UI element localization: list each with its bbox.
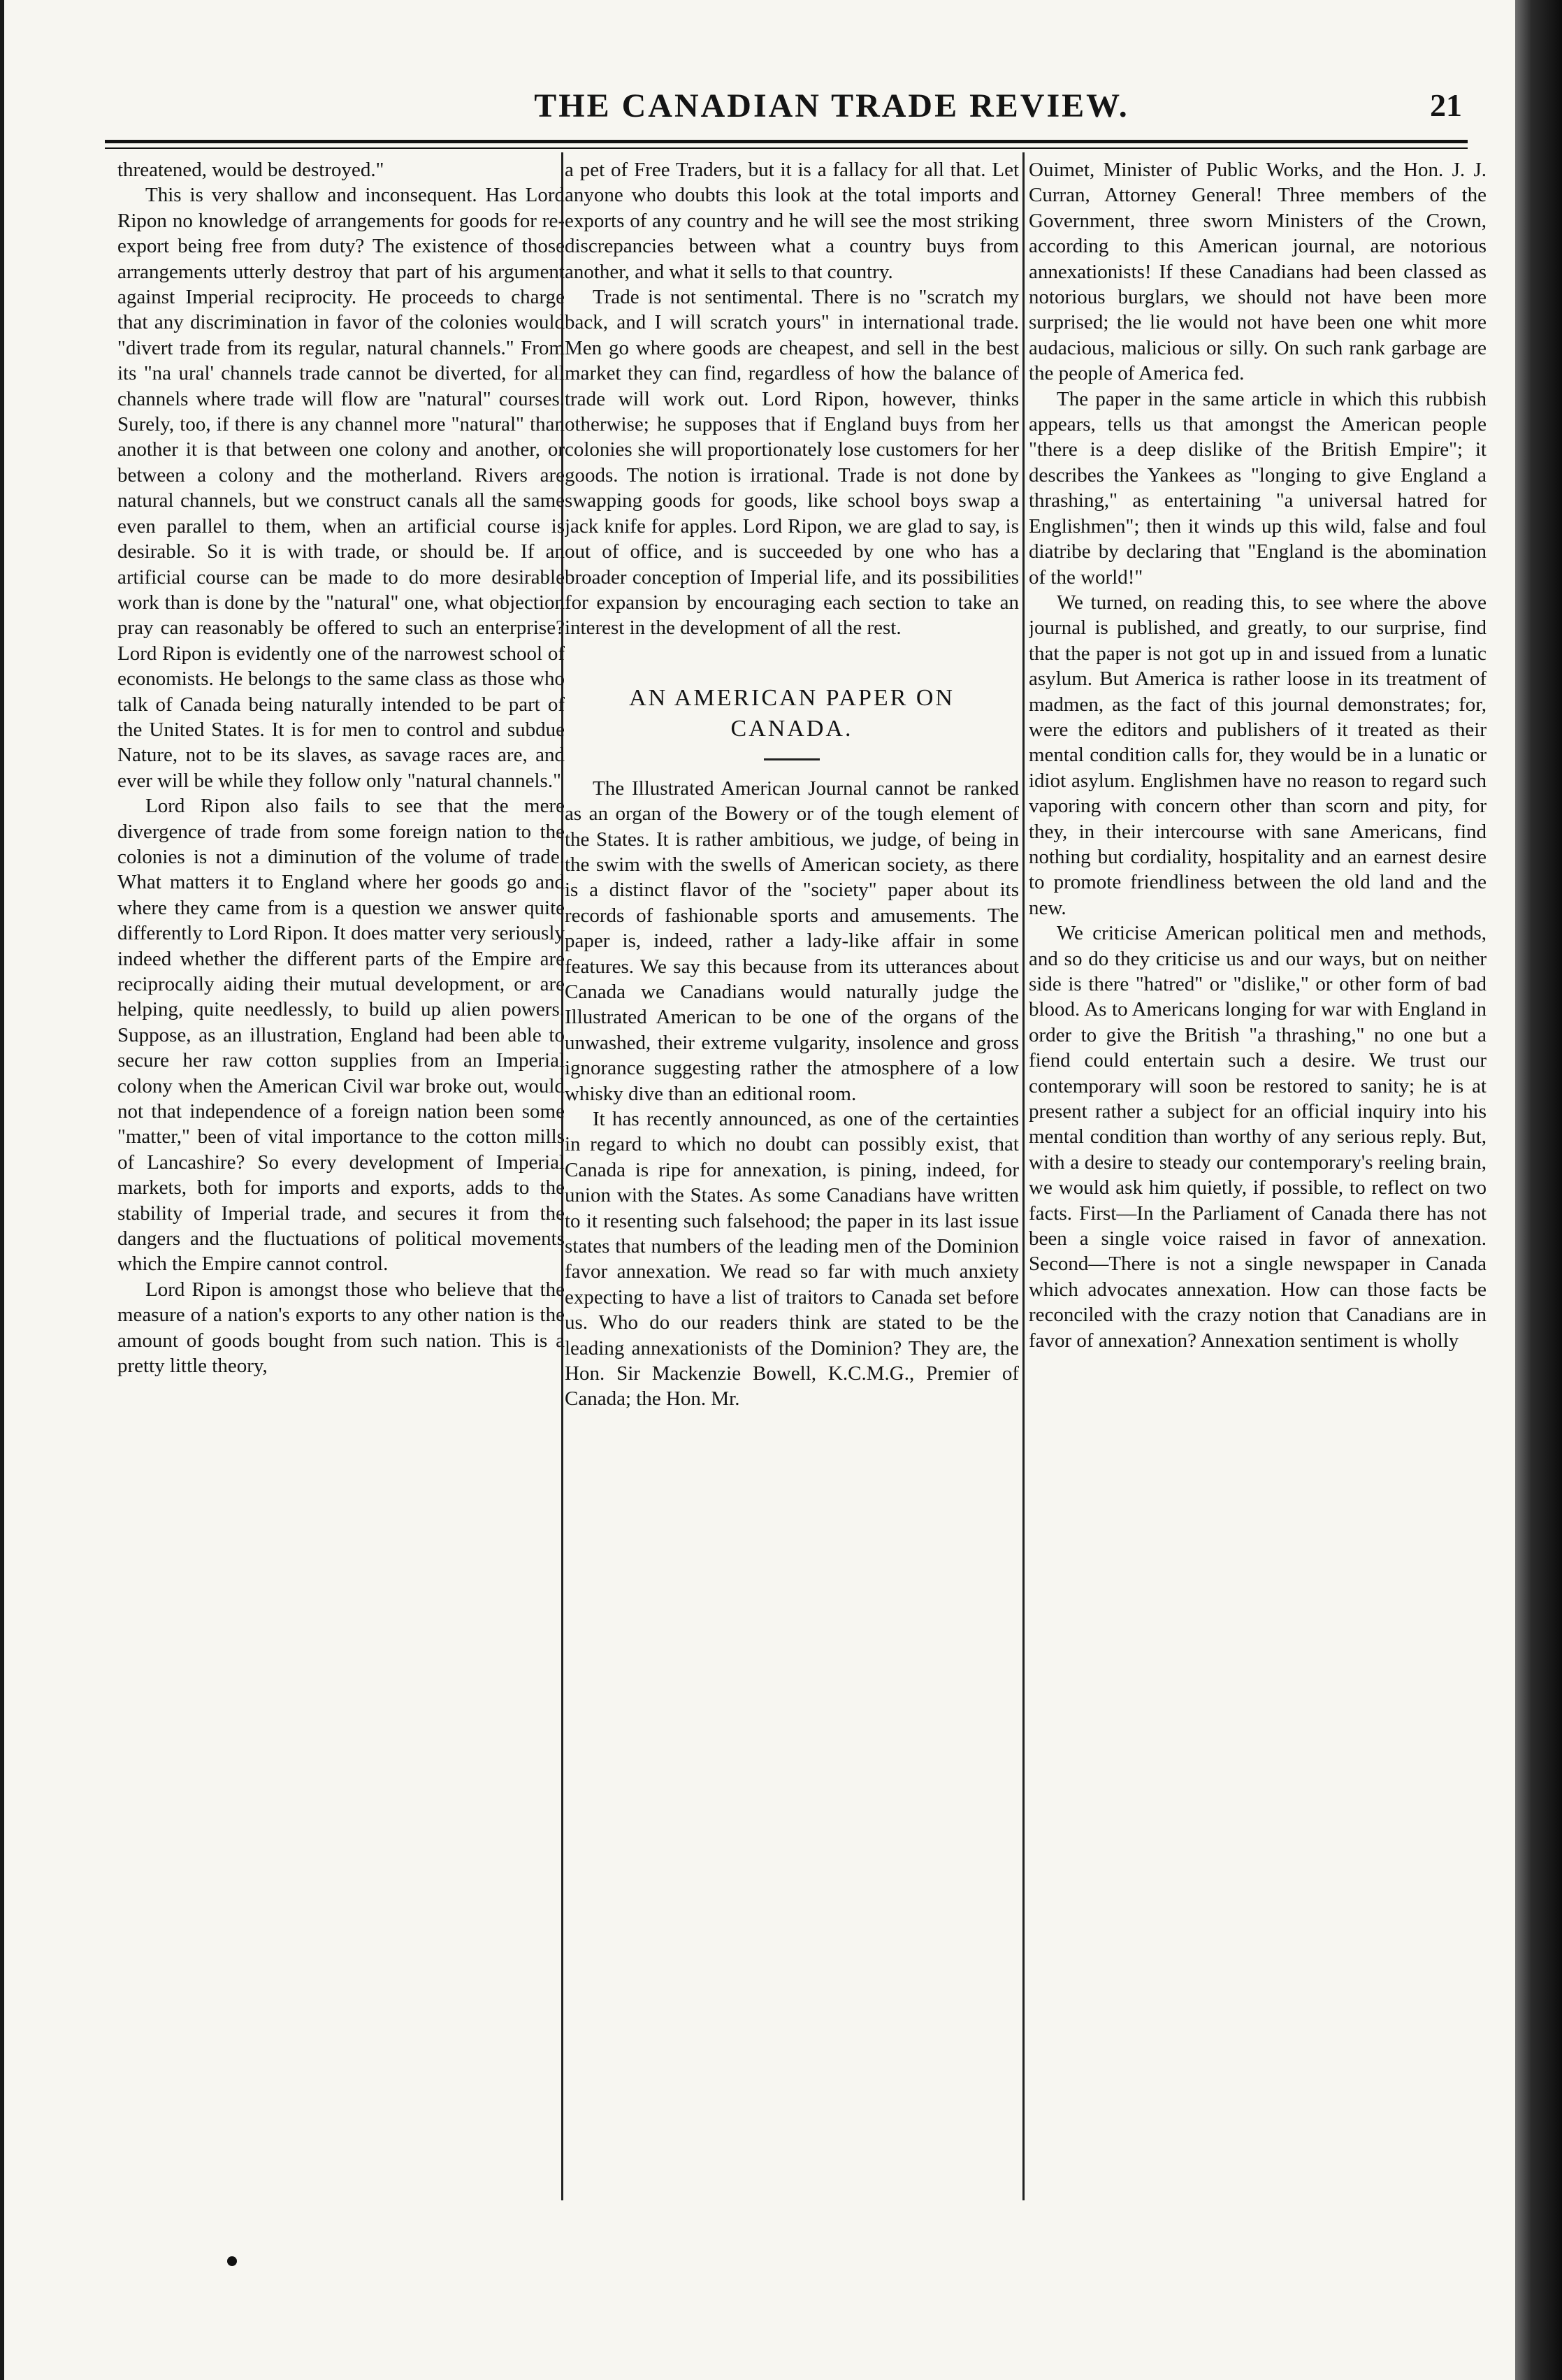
paragraph: This is very shallow and inconsequent. Has Lord Ripon no knowledge of arrangements for goods for re-export being free from duty? The existence of those arrangements utterly destroy that part of his argument against Imperial reciprocity. He proceeds to charge that any discrimination in favor of the colonies would "divert trade from its regular, natural channels." From its "na ural' channels trade cannot be diverted, for all channels where trade will flow are "natural" courses. Surely, too, if there is any channel more "natural" than another it is that between one colony and another, or between a colony and the motherland. Rivers are natural channels, but we construct canals all the same even parallel to them, when an artificial course is desirable. So it is with trade, or should be. If an artificial course can be made to do more desirable work than is done by the "natural" one, what objection pray can reasonably be offered to such an enterprise? Lord Ripon is evidently one of the narrowest school of economists. He belongs to the same class as those who talk of Canada being naturally intended to be part of the United States. It is for men to control and subdue Nature, not to be its slaves, as savage races are, and ever will be while they follow only "natural channels." <box>117 184 565 792</box>
paragraph: We criticise American political men and methods, and so do they criticise us and our ways, but on neither side is there "hatred" or "dislike," or other form of bad blood. As to Americans longing for war with England in order to give the British "a thrashing," no one but a fiend could entertain such a desire. We trust our contemporary will soon be restored to sanity; he is at present rather a subject for an official inquiry into his mental condition than worthy of any serious reply. But, with a desire to steady our contemporary's reeling brain, we would ask him quietly, if possible, to reflect on two facts. First—In the Parliament of Canada there has not been a single voice raised in favor of annexation. Second—There is not a single newspaper in Canada which advocates annexation. How can those facts be reconciled with the crazy notion that Canadians are in favor of annexation? Annexation sentiment is wholly <box>1029 922 1487 1352</box>
column-right <box>1029 157 1487 2212</box>
header-rule-thick <box>105 140 1468 143</box>
heading-rule <box>764 758 820 760</box>
paragraph: The paper in the same article in which this rubbish appears, tells us that amongst the American people "there is a deep dislike of the British Empire"; it describes the Yankees as "longing to give England a thrashing," as entertaining "a universal hatred for Englishmen"; then it winds up this wild, false and foul diatribe by declaring that "England is the abomination of the world!" <box>1029 387 1487 589</box>
paragraph: It has recently announced, as one of the certainties in regard to which no doubt can possibly exist, that Canada is ripe for annexation, is pining, indeed, for union with the States. As some Canadians have written to it resenting such falsehood; the paper in its last issue states that numbers of the leading men of the Dominion favor annexation. We read so far with much anxiety expecting to have a list of traitors to Canada set before us. Who do our readers think are stated to be the leading annexationists of the Dominion? They are, the Hon. Sir Mackenzie Bowell, K.C.M.G., Premier of Canada; the Hon. Mr. <box>565 1108 1019 1411</box>
paragraph: We turned, on reading this, to see where the above journal is published, and greatly, to our surprise, find that the paper is not got up in and issued from a lunatic asylum. But America is rather loose in its treatment of madmen, as the fact of this journal demonstrates; for, were the editors and publishers of it treated as their mental condition calls for, they would be in a lunatic or idiot asylum. Englishmen have no reason to regard such vaporing with concern other than scorn and pity, for they, in their intercourse with sane Americans, find nothing but cordiality, hospitality and an earnest desire to promote friendliness between the old land and the new. <box>1029 591 1487 919</box>
ink-dot <box>227 2256 237 2266</box>
page-edge-right <box>1515 0 1562 2380</box>
paragraph: Trade is not sentimental. There is no "scratch my back, and I will scratch yours" in international trade. Men go where goods are cheapest, and sell in the best market they can find, regardless of how the balance of trade will work out. Lord Ripon, however, thinks otherwise; he supposes that if England buys from her colonies she will proportionately lose customers for her goods. The notion is irrational. Trade is not done by swapping goods for goods, like school boys swap a jack knife for apples. Lord Ripon, we are glad to say, is out of office, and is succeeded by one who has a broader conception of Imperial life, and its possibilities for expansion by encouraging each section to take an interest in the development of all the rest. <box>565 286 1019 640</box>
page-edge-left <box>0 0 4 2380</box>
paragraph: The Illustrated American Journal cannot be ranked as an organ of the Bowery or of the tough element of the States. It is rather ambitious, we judge, of being in the swim with the swells of American society, as there is a distinct flavor of the "society" paper about its records of fashionable sports and amusements. The paper is, indeed, rather a lady-like affair in some features. We say this because from its utterances about Canada we Canadians would naturally judge the Illustrated American to be one of the organs of the unwashed, their extreme vulgarity, insolence and gross ignorance suggesting rather the atmosphere of a low whisky dive than an editional room. <box>565 777 1019 1105</box>
page-number: 21 <box>1430 87 1462 123</box>
running-header <box>105 82 1468 138</box>
paragraph: Lord Ripon also fails to see that the mere divergence of trade from some foreign nation to the colonies is not a diminution of the volume of trade. What matters it to England where her goods go and where they came from is a question we answer quite differently to Lord Ripon. It does matter very seriously indeed whether the different parts of the Empire are reciprocally aiding their mutual development, or are helping, quite needlessly, to build up alien powers. Suppose, as an illustration, England had been able to secure her raw cotton supplies from an Imperial colony when the American Civil war broke out, would not that independence of a foreign nation been some "matter," been of vital importance to the cotton mills of Lancashire? So every development of Imperial markets, both for imports and exports, adds to the stability of Imperial trade, and secures it from the dangers and the fluctuations of political movements which the Empire cannot control. <box>117 795 565 1276</box>
column-middle <box>565 157 1019 2212</box>
paragraph: threatened, would be destroyed." <box>117 159 384 181</box>
paragraph: Lord Ripon is amongst those who believe that the measure of a nation's exports to any other nation is the amount of goods bought from such nation. This is a pretty little theory, <box>117 1278 565 1378</box>
column-left <box>117 157 565 2212</box>
column-divider <box>1022 152 1025 2200</box>
article-heading: AN AMERICAN PAPER ON CANADA. <box>629 684 955 742</box>
paragraph: Ouimet, Minister of Public Works, and the Hon. J. J. Curran, Attorney General! Three members of the Government, three sworn Ministers of the Crown, according to this American journal, are notorious annexationists! If these Canadians had been classed as notorious burglars, we should not have been more surprised; the lie would not have been one whit more audacious, malicious or silly. On such rank garbage are the people of America fed. <box>1029 159 1487 385</box>
paragraph: a pet of Free Traders, but it is a fallacy for all that. Let anyone who doubts this look at the total imports and exports of any country and he will see the most striking discrepancies between what a country buys from another, and what it sells to that country. <box>565 159 1019 283</box>
publication-title: THE CANADIAN TRADE REVIEW. <box>534 87 1129 124</box>
header-rule-thin <box>105 147 1468 149</box>
